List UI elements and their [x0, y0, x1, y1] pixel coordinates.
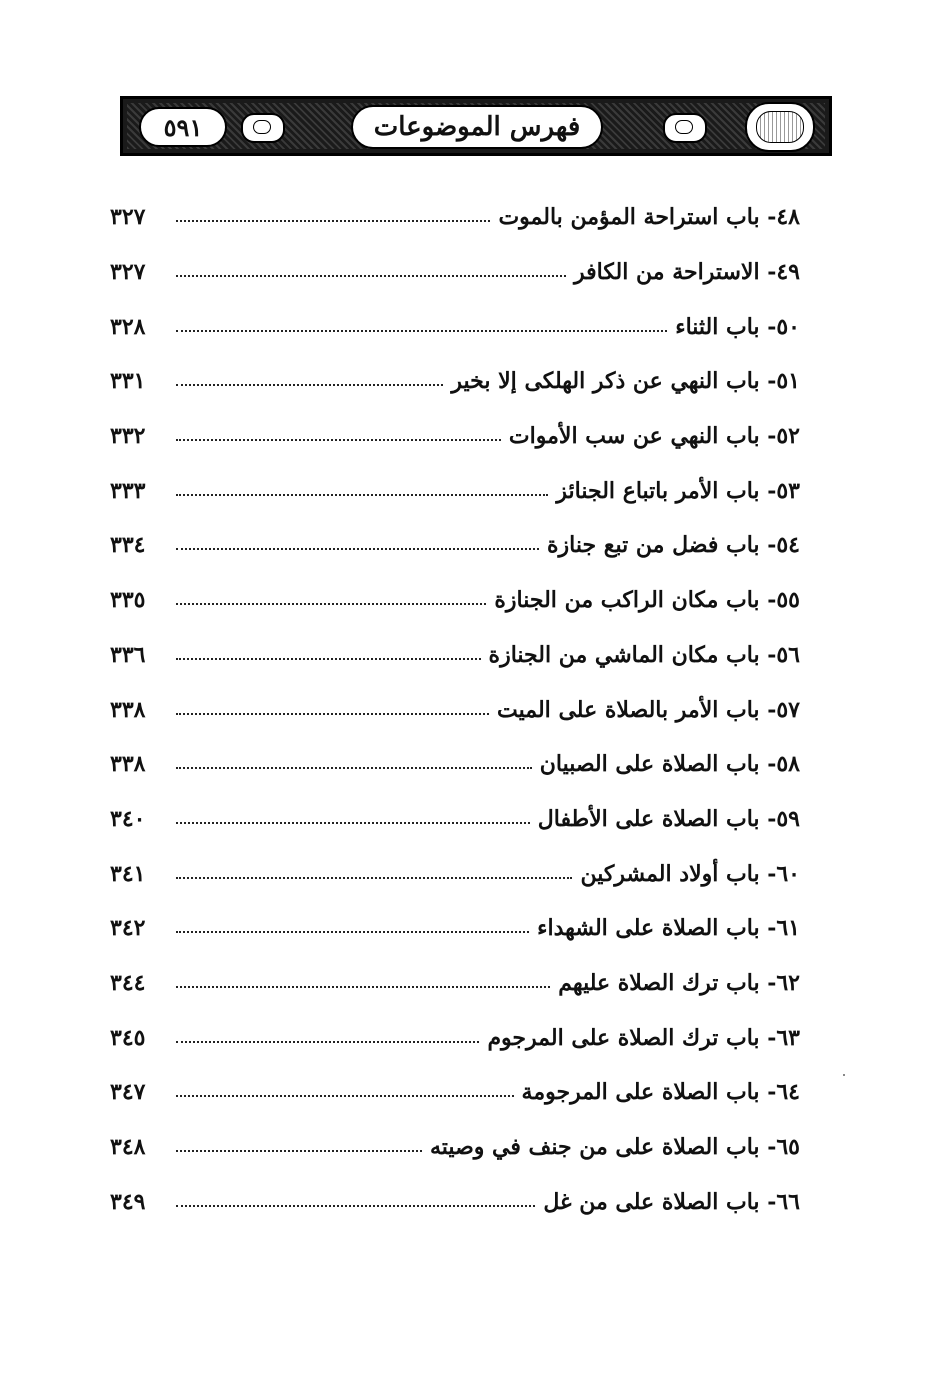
toc-row [110, 1120, 800, 1175]
dot-leader [176, 546, 539, 550]
header-title-cartouche [351, 105, 603, 149]
toc-entry-page: ٣٤١ [110, 860, 146, 887]
toc-entry-title: ٥٢- باب النهي عن سب الأموات [508, 423, 800, 450]
dot-leader [176, 1093, 514, 1097]
toc-entry-title: ٥٥- باب مكان الراكب من الجنازة [494, 587, 800, 614]
toc-row [110, 1065, 800, 1120]
toc-row [110, 792, 800, 847]
toc-entry-page: ٣٤٧ [110, 1079, 146, 1106]
toc-entry-page: ٣٣٢ [110, 423, 146, 450]
ornament-knot-right [663, 113, 707, 143]
table-of-contents [110, 190, 800, 1229]
emblem-core [756, 111, 804, 143]
toc-row [110, 1174, 800, 1229]
toc-entry-title: ٦٤- باب الصلاة على المرجومة [521, 1079, 800, 1106]
emblem-icon [745, 102, 815, 152]
toc-entry-title: ٤٩- الاستراحة من الكافر [574, 259, 800, 286]
page-title: فهرس الموضوعات [373, 112, 581, 142]
toc-entry-title: ٥٣- باب الأمر باتباع الجنائز [556, 477, 800, 504]
toc-row [110, 901, 800, 956]
toc-entry-page: ٣٤٨ [110, 1134, 146, 1161]
toc-entry-title: ٥٩- باب الصلاة على الأطفال [537, 805, 800, 832]
toc-entry-page: ٣٣٦ [110, 641, 146, 668]
toc-entry-page: ٣٤٩ [110, 1188, 146, 1215]
toc-entry-page: ٣٢٧ [110, 259, 146, 286]
toc-entry-title: ٥٨- باب الصلاة على الصبيان [539, 751, 800, 778]
toc-row [110, 463, 800, 518]
toc-entry-title: ٤٨- باب استراحة المؤمن بالموت [498, 204, 800, 231]
ornament-knot-left [241, 113, 285, 143]
toc-entry-title: ٦٥- باب الصلاة على من جنف في وصيته [430, 1134, 800, 1161]
toc-entry-title: ٥٧- باب الأمر بالصلاة على الميت [497, 696, 800, 723]
page-header-frame [120, 96, 832, 156]
toc-entry-page: ٣٢٨ [110, 313, 146, 340]
toc-entry-page: ٣٣٤ [110, 532, 146, 559]
dot-leader [176, 929, 529, 933]
toc-entry-page: ٣٣١ [110, 368, 146, 395]
dot-leader [176, 875, 572, 879]
toc-entry-title: ٥٦- باب مكان الماشي من الجنازة [488, 641, 800, 668]
margin-mark [843, 1074, 845, 1076]
toc-row [110, 518, 800, 573]
dot-leader [176, 984, 550, 988]
toc-entry-page: ٣٣٨ [110, 696, 146, 723]
toc-row [110, 1010, 800, 1065]
toc-row [110, 573, 800, 628]
toc-entry-title: ٦٢- باب ترك الصلاة عليهم [558, 969, 800, 996]
toc-row [110, 190, 800, 245]
dot-leader [176, 492, 548, 496]
toc-entry-title: ٦٠- باب أولاد المشركين [580, 860, 800, 887]
toc-entry-title: ٦٣- باب ترك الصلاة على المرجوم [487, 1024, 800, 1051]
dot-leader [176, 711, 489, 715]
toc-entry-page: ٣٤٥ [110, 1024, 146, 1051]
toc-row [110, 682, 800, 737]
toc-row [110, 628, 800, 683]
toc-entry-page: ٣٤٠ [110, 805, 146, 832]
toc-entry-page: ٣٢٧ [110, 204, 146, 231]
dot-leader [176, 382, 443, 386]
toc-entry-title: ٦١- باب الصلاة على الشهداء [537, 915, 800, 942]
toc-entry-page: ٣٣٣ [110, 477, 146, 504]
dot-leader [176, 656, 481, 660]
page-number: ٥٩١ [163, 112, 203, 142]
toc-entry-title: ٥٤- باب فضل من تبع جنازة [547, 532, 800, 559]
dot-leader [176, 1039, 479, 1043]
toc-entry-title: ٦٦- باب الصلاة على من غل [543, 1188, 800, 1215]
dot-leader [176, 601, 486, 605]
dot-leader [176, 328, 667, 332]
toc-row [110, 846, 800, 901]
dot-leader [176, 218, 490, 222]
dot-leader [176, 273, 566, 277]
toc-entry-title: ٥١- باب النهي عن ذكر الهلكى إلا بخير [451, 368, 800, 395]
toc-entry-page: ٣٤٢ [110, 915, 146, 942]
toc-row [110, 299, 800, 354]
toc-entry-page: ٣٣٨ [110, 751, 146, 778]
toc-row [110, 956, 800, 1011]
toc-row [110, 409, 800, 464]
dot-leader [176, 437, 501, 441]
toc-entry-page: ٣٣٥ [110, 587, 146, 614]
dot-leader [176, 765, 532, 769]
toc-row [110, 245, 800, 300]
dot-leader [176, 1148, 422, 1152]
toc-row [110, 737, 800, 792]
toc-row [110, 354, 800, 409]
dot-leader [176, 820, 530, 824]
page-number-badge [139, 107, 227, 147]
toc-entry-page: ٣٤٤ [110, 969, 146, 996]
dot-leader [176, 1203, 535, 1207]
toc-entry-title: ٥٠- باب الثناء [675, 313, 800, 340]
